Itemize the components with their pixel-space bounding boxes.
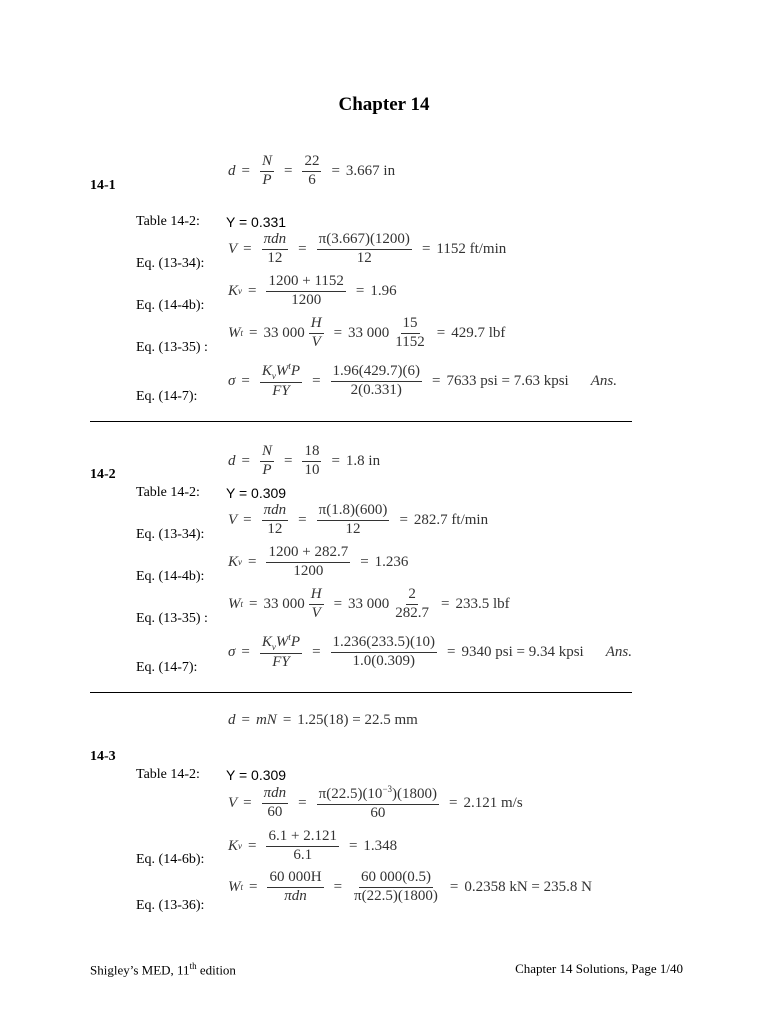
- eq-tangential-load-14-2: W t = 33 000 $\frac{H}{V}$ = 33 000 $\frac{2}{282.7}$ = 233.5 lbf: [228, 586, 510, 621]
- eq-tangential-load-14-3: W t = $\frac{60 000H}{\text{πdn}}$ = $\frac{60 000(0.5)}{\pi(22.5)(1800)}$ = 0.2358 kN = 235.8 N: [228, 869, 592, 904]
- fraction: $\frac{15}{1152}$: [395, 315, 425, 350]
- fraction: $\frac{1200 + 282.7}{1200}$: [268, 544, 349, 579]
- eq-velocity-14-2: V = $\frac{\text{πdn}}{12}$ = $\frac{\pi(1.8)(600)}{12}$ = 282.7 ft/min: [228, 502, 489, 537]
- fraction: $\frac{2}{282.7}$: [395, 586, 430, 621]
- eq-pitch-diameter-14-1: d = $\frac{N}{P}$ = $\frac{22}{6}$ = 3.667 in: [228, 153, 396, 188]
- eq-tangential-load-14-1: W t = 33 000 $\frac{H}{V}$ = 33 000 $\frac{15}{1152}$ = 429.7 lbf: [228, 315, 506, 350]
- fraction: $\frac{18}{10}$: [304, 443, 320, 478]
- label-table-14-2: Table 14-2:: [136, 767, 200, 782]
- fraction: $\frac{N}{P}$: [261, 153, 272, 188]
- fraction: $\frac{\pi(22.5)(10^{-3})(1800)}{60}$: [318, 784, 438, 821]
- eq-velocity-factor-14-1: K v = $\frac{1200 + 1152}{1200}$ = 1.96: [228, 273, 397, 308]
- label-eq-14-4b: Eq. (14-4b):: [136, 298, 205, 313]
- chapter-title: Chapter 14: [338, 94, 430, 115]
- eq-bending-stress-14-1: σ = $\frac{K_vW^tP}{FY}$ = $\frac{1.96(429.7)(6)}{2(0.331)}$ = 7633 psi = 7.63 kpsi Ans.: [228, 361, 617, 400]
- footer-book-title: Shigley’s MED, 11th edition: [90, 961, 236, 978]
- label-table-14-2: Table 14-2:: [136, 485, 200, 500]
- eq-pitch-diameter-14-2: d = $\frac{N}{P}$ = $\frac{18}{10}$ = 1.8 in: [228, 443, 381, 478]
- eq-result: 3.667 in: [345, 162, 396, 179]
- fraction: $\frac{\text{πdn}}{12}$: [263, 502, 287, 537]
- eq-velocity-14-3: V = $\frac{\text{πdn}}{60}$ = $\frac{\pi(22.5)(10^{-3})(1800)}{60}$ = 2.121 m/s: [228, 784, 523, 821]
- problem-number-14-1: 14-1: [90, 178, 116, 193]
- label-eq-13-34: Eq. (13-34):: [136, 527, 205, 542]
- label-eq-14-4b: Eq. (14-4b):: [136, 569, 205, 584]
- fraction: $\frac{22}{6}$: [304, 153, 320, 188]
- section-divider: [90, 421, 632, 422]
- fraction: $\frac{K_vW^tP}{FY}$: [261, 632, 301, 671]
- fraction: $\frac{H}{V}$: [310, 586, 322, 621]
- label-table-14-2: Table 14-2:: [136, 214, 200, 229]
- problem-number-14-3: 14-3: [90, 749, 116, 764]
- label-eq-14-7: Eq. (14-7):: [136, 660, 198, 675]
- fraction: $\frac{60 000(0.5)}{\pi(22.5)(1800)}$: [354, 869, 438, 904]
- fraction: $\frac{\text{πdn}}{60}$: [263, 785, 287, 820]
- section-divider: [90, 692, 632, 693]
- eq-bending-stress-14-2: σ = $\frac{K_vW^tP}{FY}$ = $\frac{1.236(233.5)(10)}{1.0(0.309)}$ = 9340 psi = 9.34 kpsi Ans.: [228, 632, 632, 671]
- fraction: $\frac{N}{P}$: [261, 443, 272, 478]
- label-eq-14-7: Eq. (14-7):: [136, 389, 198, 404]
- answer-marker: Ans.: [590, 372, 617, 389]
- label-eq-13-35: Eq. (13-35) :: [136, 340, 208, 355]
- fraction: $\frac{60 000H}{\text{πdn}}$: [269, 869, 322, 904]
- fraction: $\frac{1200 + 1152}{1200}$: [268, 273, 344, 308]
- fraction: $\frac{\pi(1.8)(600)}{12}$: [318, 502, 388, 537]
- label-eq-13-35: Eq. (13-35) :: [136, 611, 208, 626]
- eq-velocity-factor-14-3: K v = $\frac{6.1 + 2.121}{6.1}$ = 1.348: [228, 828, 398, 863]
- answer-marker: Ans.: [605, 643, 632, 660]
- fraction: $\frac{\text{πdn}}{12}$: [263, 231, 287, 266]
- fraction: $\frac{6.1 + 2.121}{6.1}$: [268, 828, 337, 863]
- eq-pitch-diameter-14-3: d = mN = 1.25(18) = 22.5 mm: [228, 712, 418, 728]
- footer-page-number: Chapter 14 Solutions, Page 1/40: [515, 961, 683, 976]
- label-eq-14-6b: Eq. (14-6b):: [136, 852, 205, 867]
- eq-velocity-factor-14-2: K v = $\frac{1200 + 282.7}{1200}$ = 1.236: [228, 544, 409, 579]
- fraction: $\frac{H}{V}$: [310, 315, 322, 350]
- fraction: $\frac{1.96(429.7)(6)}{2(0.331)}$: [332, 362, 421, 398]
- label-eq-13-34: Eq. (13-34):: [136, 256, 205, 271]
- eq-velocity-14-1: V = $\frac{\text{πdn}}{12}$ = $\frac{\pi(3.667)(1200)}{12}$ = 1152 ft/min: [228, 231, 507, 266]
- eq-lhs: d: [228, 162, 236, 179]
- fraction: $\frac{K_vW^tP}{FY}$: [261, 361, 301, 400]
- label-eq-13-36: Eq. (13-36):: [136, 898, 205, 913]
- lewis-form-factor: Y = 0.309: [226, 485, 287, 501]
- fraction: $\frac{1.236(233.5)(10)}{1.0(0.309)}$: [332, 633, 436, 669]
- problem-number-14-2: 14-2: [90, 467, 116, 482]
- fraction: $\frac{\pi(3.667)(1200)}{12}$: [318, 231, 410, 266]
- lewis-form-factor: Y = 0.309: [226, 767, 287, 783]
- lewis-form-factor: Y = 0.331: [226, 214, 287, 230]
